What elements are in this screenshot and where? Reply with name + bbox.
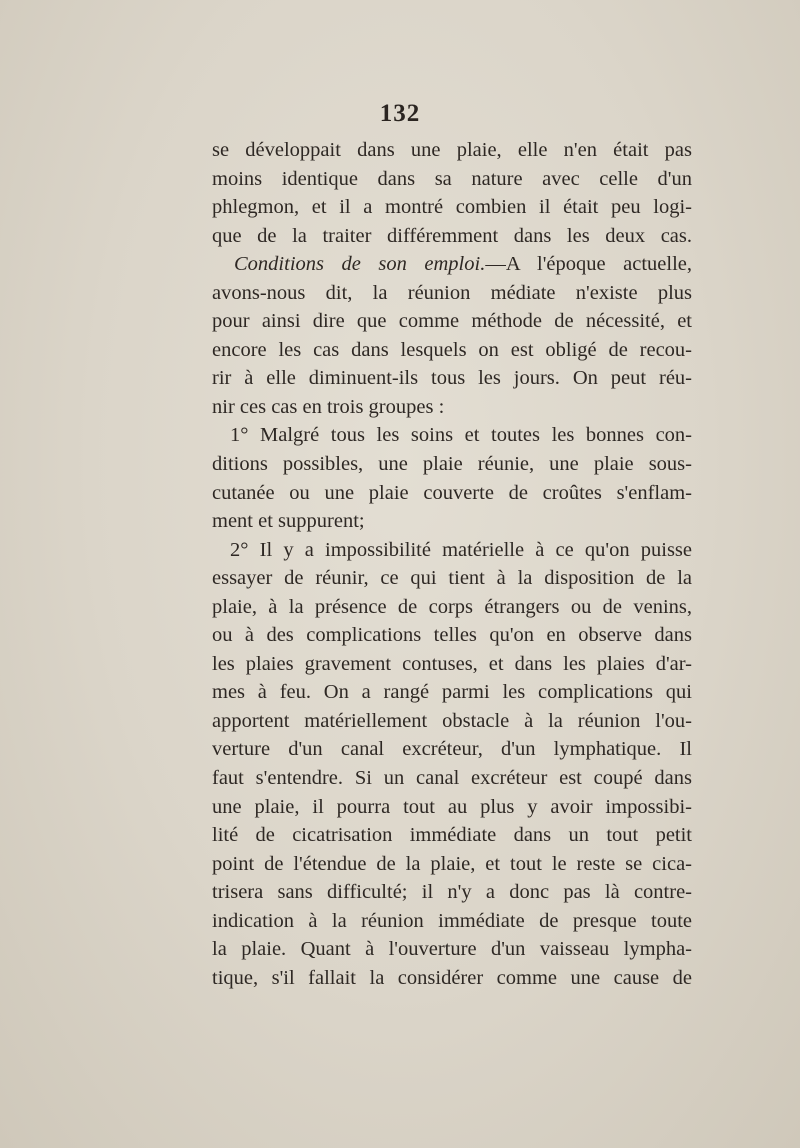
- text-line: [212, 850, 692, 879]
- text-line: [212, 507, 692, 536]
- text-line: [212, 621, 692, 650]
- section-heading: Conditions de son emploi.: [234, 253, 486, 276]
- body-text: [212, 136, 692, 992]
- text-line: [212, 364, 692, 393]
- line-text: ou à des complications telles qu'on en observe dans: [212, 624, 692, 647]
- line-text: cutanée ou une plaie couverte de croûtes s'enflam-: [212, 481, 692, 504]
- text-line: [212, 650, 692, 679]
- text-line: [212, 907, 692, 936]
- text-line: [212, 536, 692, 565]
- text-line: [212, 336, 692, 365]
- text-line: [212, 821, 692, 850]
- text-line: [212, 564, 692, 593]
- text-line: [212, 307, 692, 336]
- text-line: [212, 222, 692, 251]
- text-line: [212, 279, 692, 308]
- line-text: tique, s'il fallait la considérer comme une cause de: [212, 966, 692, 989]
- text-line: [212, 678, 692, 707]
- line-text: pour ainsi dire que comme méthode de nécessité, et: [212, 310, 692, 333]
- line-text: rir à elle diminuent-ils tous les jours. On peut réu-: [212, 367, 692, 390]
- line-text: verture d'un canal excréteur, d'un lymphatique. Il: [212, 738, 692, 761]
- text-line: [212, 479, 692, 508]
- line-text: plaie, à la présence de corps étrangers ou de venins,: [212, 595, 692, 618]
- line-text: 2° Il y a impossibilité matérielle à ce qu'on puisse: [230, 538, 692, 561]
- line-text: point de l'étendue de la plaie, et tout le reste se cica-: [212, 852, 692, 875]
- text-line: [212, 421, 692, 450]
- line-text: avons-nous dit, la réunion médiate n'existe plus: [212, 281, 692, 304]
- line-text: les plaies gravement contuses, et dans les plaies d'ar-: [212, 652, 692, 675]
- line-text: la plaie. Quant à l'ouverture d'un vaisseau lympha-: [212, 938, 692, 961]
- line-text: trisera sans difficulté; il n'y a donc pas là contre-: [212, 881, 692, 904]
- line-text: une plaie, il pourra tout au plus y avoir impossibi-: [212, 795, 692, 818]
- text-line: [212, 935, 692, 964]
- line-text: —A l'époque actuelle,: [485, 253, 693, 276]
- text-line: [212, 250, 692, 279]
- line-text: encore les cas dans lesquels on est obligé de recou-: [212, 338, 692, 361]
- line-text: indication à la réunion immédiate de presque toute: [212, 909, 692, 932]
- line-text: phlegmon, et il a montré combien il était peu logi-: [212, 196, 692, 219]
- text-line: [212, 964, 692, 993]
- line-text: faut s'entendre. Si un canal excréteur est coupé dans: [212, 767, 692, 790]
- text-line: [212, 707, 692, 736]
- line-text: se développait dans une plaie, elle n'en était pas: [212, 139, 692, 161]
- page-number: 132: [379, 100, 421, 127]
- text-line: [212, 165, 692, 194]
- text-line: [212, 193, 692, 222]
- text-line: [212, 393, 692, 422]
- line-text: nir ces cas en trois groupes :: [212, 395, 445, 418]
- line-text: essayer de réunir, ce qui tient à la disposition de la: [212, 567, 692, 590]
- text-line: [212, 450, 692, 479]
- text-line: [212, 793, 692, 822]
- line-text: ment et suppurent;: [212, 510, 365, 533]
- text-line: [212, 735, 692, 764]
- line-text: lité de cicatrisation immédiate dans un tout petit: [212, 824, 692, 847]
- text-line: [212, 764, 692, 793]
- line-text: moins identique dans sa nature avec celle d'un: [212, 167, 692, 190]
- text-line: [212, 878, 692, 907]
- line-text: que de la traiter différemment dans les deux cas.: [212, 224, 692, 247]
- text-line: [212, 136, 692, 165]
- line-text: ditions possibles, une plaie réunie, une plaie sous-: [212, 453, 692, 476]
- line-text: 1° Malgré tous les soins et toutes les bonnes con-: [230, 424, 692, 447]
- line-text: apportent matériellement obstacle à la réunion l'ou-: [212, 709, 692, 732]
- line-text: mes à feu. On a rangé parmi les complications qui: [212, 681, 692, 704]
- text-line: [212, 593, 692, 622]
